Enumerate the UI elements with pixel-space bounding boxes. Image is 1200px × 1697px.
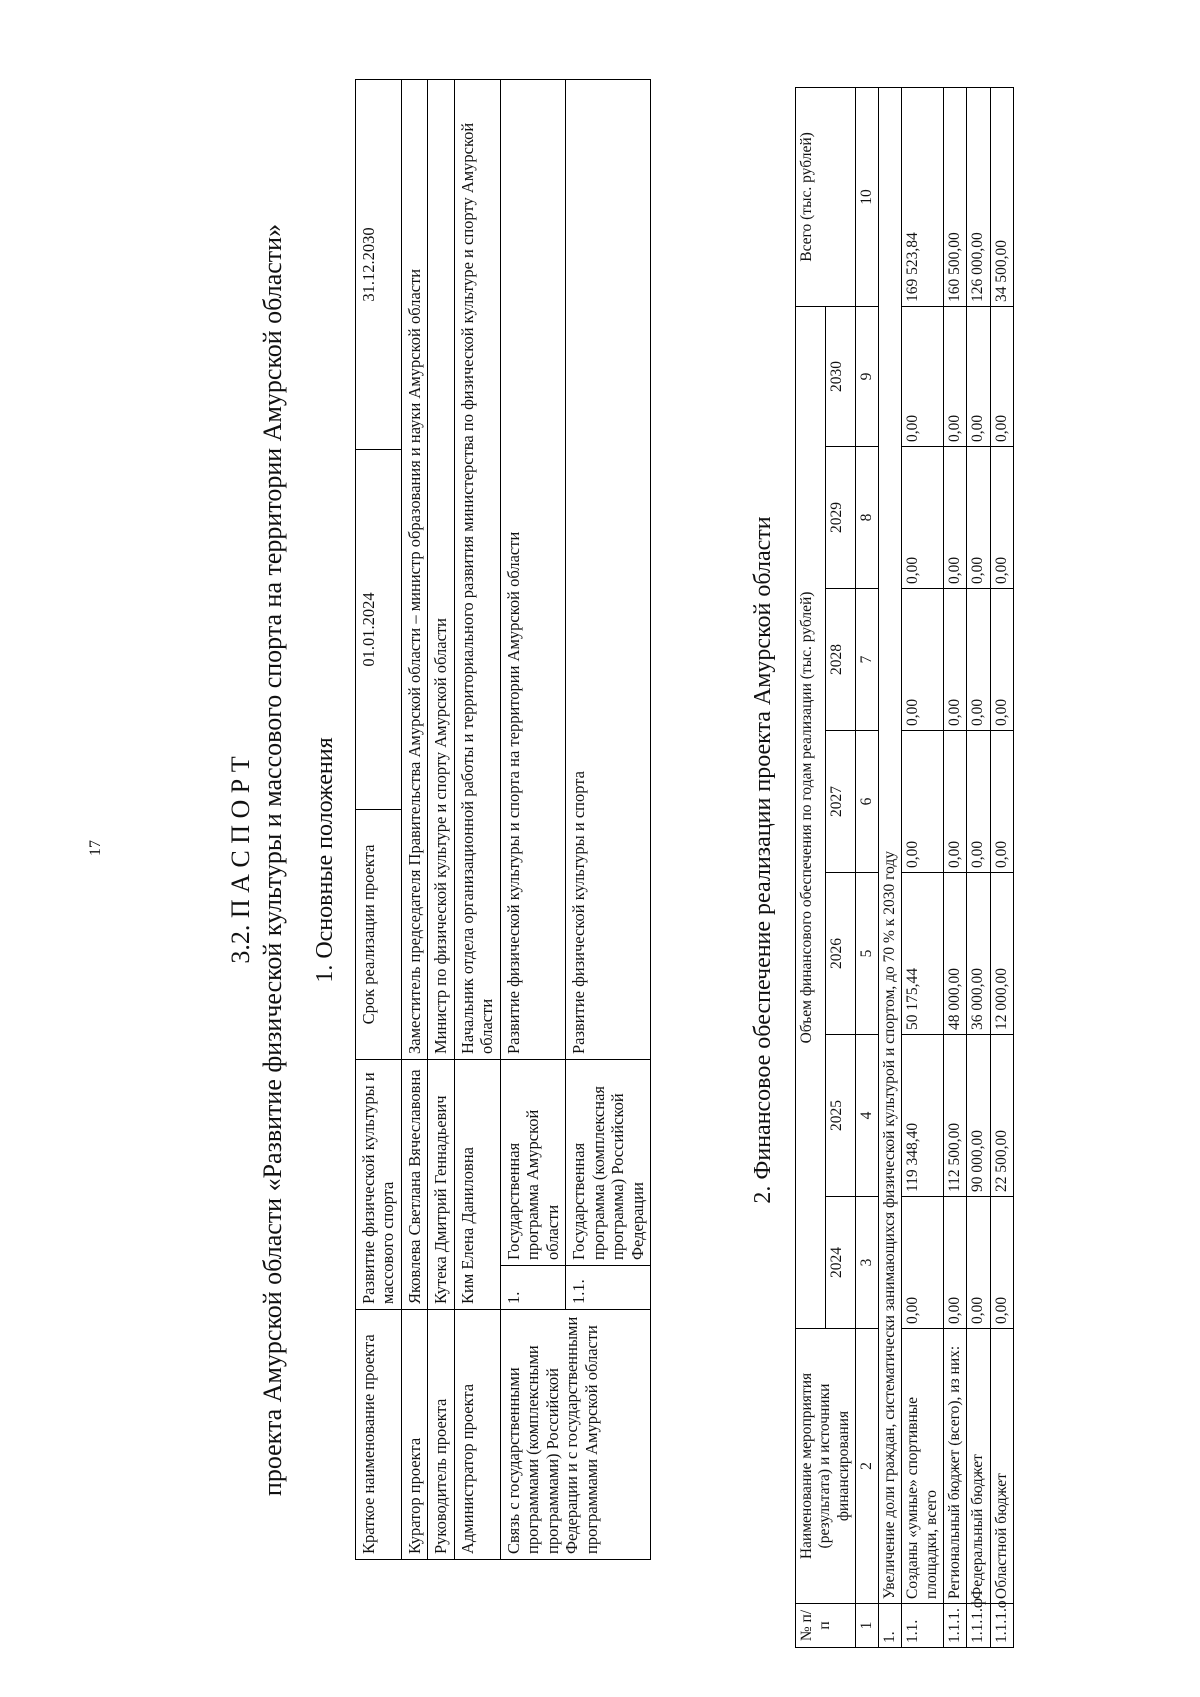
row-value: 48 000,00 bbox=[943, 873, 966, 1035]
col-number: 4 bbox=[855, 1035, 878, 1197]
row-value: 0,00 bbox=[967, 306, 990, 446]
goal-row bbox=[879, 87, 902, 1647]
short-name-label: Краткое наименование проекта bbox=[356, 1310, 402, 1560]
year-2025: 2025 bbox=[825, 1035, 855, 1197]
row-num: 1.1.1.ф bbox=[967, 1604, 990, 1648]
row-total: 34 500,00 bbox=[990, 87, 1013, 306]
year-2024: 2024 bbox=[825, 1197, 855, 1329]
basic-provisions-table bbox=[355, 79, 651, 1560]
header-num: № п/п bbox=[796, 1604, 856, 1648]
row-value: 0,00 bbox=[990, 731, 1013, 873]
row-value: 0,00 bbox=[990, 1197, 1013, 1329]
row-value: 0,00 bbox=[967, 447, 990, 589]
row-name: Созданы «умные» спортивные площадки, всего bbox=[902, 1329, 944, 1604]
row-value: 0,00 bbox=[902, 306, 944, 446]
curator-label: Куратор проекта bbox=[401, 1310, 427, 1560]
row-value: 0,00 bbox=[990, 306, 1013, 446]
col-number: 2 bbox=[855, 1329, 878, 1604]
year-2029: 2029 bbox=[825, 447, 855, 589]
short-name-row bbox=[356, 80, 402, 1560]
row-total: 160 500,00 bbox=[943, 87, 966, 306]
row-value: 36 000,00 bbox=[967, 873, 990, 1035]
header-total: Всего (тыс. рублей) bbox=[796, 87, 856, 306]
row-value: 0,00 bbox=[943, 731, 966, 873]
period-label: Срок реализации проекта bbox=[356, 810, 402, 1060]
row-value: 0,00 bbox=[943, 447, 966, 589]
financing-table bbox=[795, 87, 1014, 1648]
passport-subtitle: проекта Амурской области «Развитие физической культуры и массового спорта на территории Амурской области» bbox=[258, 223, 287, 1497]
row-total: 126 000,00 bbox=[967, 87, 990, 306]
admin-position: Начальник отдела организационной работы и территориального развития министерства по физической культуре и спорту Амурской области bbox=[454, 80, 500, 1060]
leader-name: Кутека Дмитрий Геннадьевич bbox=[428, 1060, 454, 1310]
row-value: 90 000,00 bbox=[967, 1035, 990, 1197]
table-row bbox=[990, 87, 1013, 1647]
header-row bbox=[796, 87, 826, 1647]
row-value: 0,00 bbox=[902, 447, 944, 589]
row-value: 0,00 bbox=[990, 447, 1013, 589]
passport-title: 3.2. П А С П О Р Т bbox=[226, 756, 255, 964]
curator-row bbox=[401, 80, 427, 1560]
link-num: 1.1. bbox=[566, 1266, 651, 1310]
row-value: 0,00 bbox=[943, 1197, 966, 1329]
row-value: 50 175,44 bbox=[902, 873, 944, 1035]
admin-name: Ким Елена Даниловна bbox=[454, 1060, 500, 1310]
row-name: Областной бюджет bbox=[990, 1329, 1013, 1604]
admin-label: Администратор проекта bbox=[454, 1310, 500, 1560]
page-number: 17 bbox=[87, 840, 104, 856]
col-number: 6 bbox=[855, 731, 878, 873]
row-value: 0,00 bbox=[943, 589, 966, 731]
row-value: 12 000,00 bbox=[990, 873, 1013, 1035]
leader-label: Руководитель проекта bbox=[428, 1310, 454, 1560]
col-number: 9 bbox=[855, 306, 878, 446]
goal-text: Увеличение доли граждан, систематически занимающихся физической культурой и спортом, до 70 % к 2030 году bbox=[879, 87, 902, 1603]
section1-heading: 1. Основные положения bbox=[312, 737, 338, 983]
row-value: 0,00 bbox=[902, 731, 944, 873]
year-2028: 2028 bbox=[825, 589, 855, 731]
row-value: 119 348,40 bbox=[902, 1035, 944, 1197]
column-number-row bbox=[855, 87, 878, 1647]
row-value: 0,00 bbox=[943, 306, 966, 446]
admin-row bbox=[454, 80, 500, 1560]
header-volume: Объем финансового обеспечения по годам реализации (тыс. рублей) bbox=[796, 306, 826, 1328]
period-start: 01.01.2024 bbox=[356, 450, 402, 810]
link-label: Связь с государственными программами (комплексными программами) Российской Федерации и с государственными программами Амурской области bbox=[500, 1310, 650, 1560]
row-num: 1.1.1. bbox=[943, 1604, 966, 1648]
row-value: 0,00 bbox=[967, 731, 990, 873]
row-value: 0,00 bbox=[967, 589, 990, 731]
curator-name: Яковлева Светлана Вячеславовна bbox=[401, 1060, 427, 1310]
link-value: Развитие физической культуры и спорта на территории Амурской области bbox=[500, 80, 565, 1060]
year-2030: 2030 bbox=[825, 306, 855, 446]
section2-heading: 2. Финансовое обеспечение реализации проекта Амурской области bbox=[750, 516, 776, 1204]
short-name-value: Развитие физической культуры и массового спорта bbox=[356, 1060, 402, 1310]
link-row-1 bbox=[500, 80, 565, 1560]
col-number: 3 bbox=[855, 1197, 878, 1329]
col-number: 10 bbox=[855, 87, 878, 306]
row-num: 1.1.1.о bbox=[990, 1604, 1013, 1648]
leader-position: Министр по физической культуре и спорту Амурской области bbox=[428, 80, 454, 1060]
table-row bbox=[943, 87, 966, 1647]
col-number: 5 bbox=[855, 873, 878, 1035]
col-number: 7 bbox=[855, 589, 878, 731]
row-value: 0,00 bbox=[902, 1197, 944, 1329]
row-name: Региональный бюджет (всего), из них: bbox=[943, 1329, 966, 1604]
rotated-page bbox=[20, 60, 1180, 1660]
row-num: 1.1. bbox=[902, 1604, 944, 1648]
row-value: 22 500,00 bbox=[990, 1035, 1013, 1197]
leader-row bbox=[428, 80, 454, 1560]
table-row bbox=[902, 87, 944, 1647]
link-program: Государственная программа Амурской области bbox=[500, 1060, 565, 1266]
year-2026: 2026 bbox=[825, 873, 855, 1035]
year-2027: 2027 bbox=[825, 731, 855, 873]
row-value: 0,00 bbox=[967, 1197, 990, 1329]
col-number: 1 bbox=[855, 1604, 878, 1648]
row-value: 0,00 bbox=[902, 589, 944, 731]
link-program: Государственная программа (комплексная программа) Российской Федерации bbox=[566, 1060, 651, 1266]
row-name: Федеральный бюджет bbox=[967, 1329, 990, 1604]
goal-num: 1. bbox=[879, 1604, 902, 1648]
link-value: Развитие физической культуры и спорта bbox=[566, 80, 651, 1060]
row-value: 0,00 bbox=[990, 589, 1013, 731]
period-end: 31.12.2030 bbox=[356, 80, 402, 450]
col-number: 8 bbox=[855, 447, 878, 589]
row-value: 112 500,00 bbox=[943, 1035, 966, 1197]
row-total: 169 523,84 bbox=[902, 87, 944, 306]
curator-position: Заместитель председателя Правительства Амурской области – министр образования и науки Амурской области bbox=[401, 80, 427, 1060]
header-name: Наименование мероприятия (результата) и источники финансирования bbox=[796, 1329, 856, 1604]
link-num: 1. bbox=[500, 1266, 565, 1310]
table-row bbox=[967, 87, 990, 1647]
